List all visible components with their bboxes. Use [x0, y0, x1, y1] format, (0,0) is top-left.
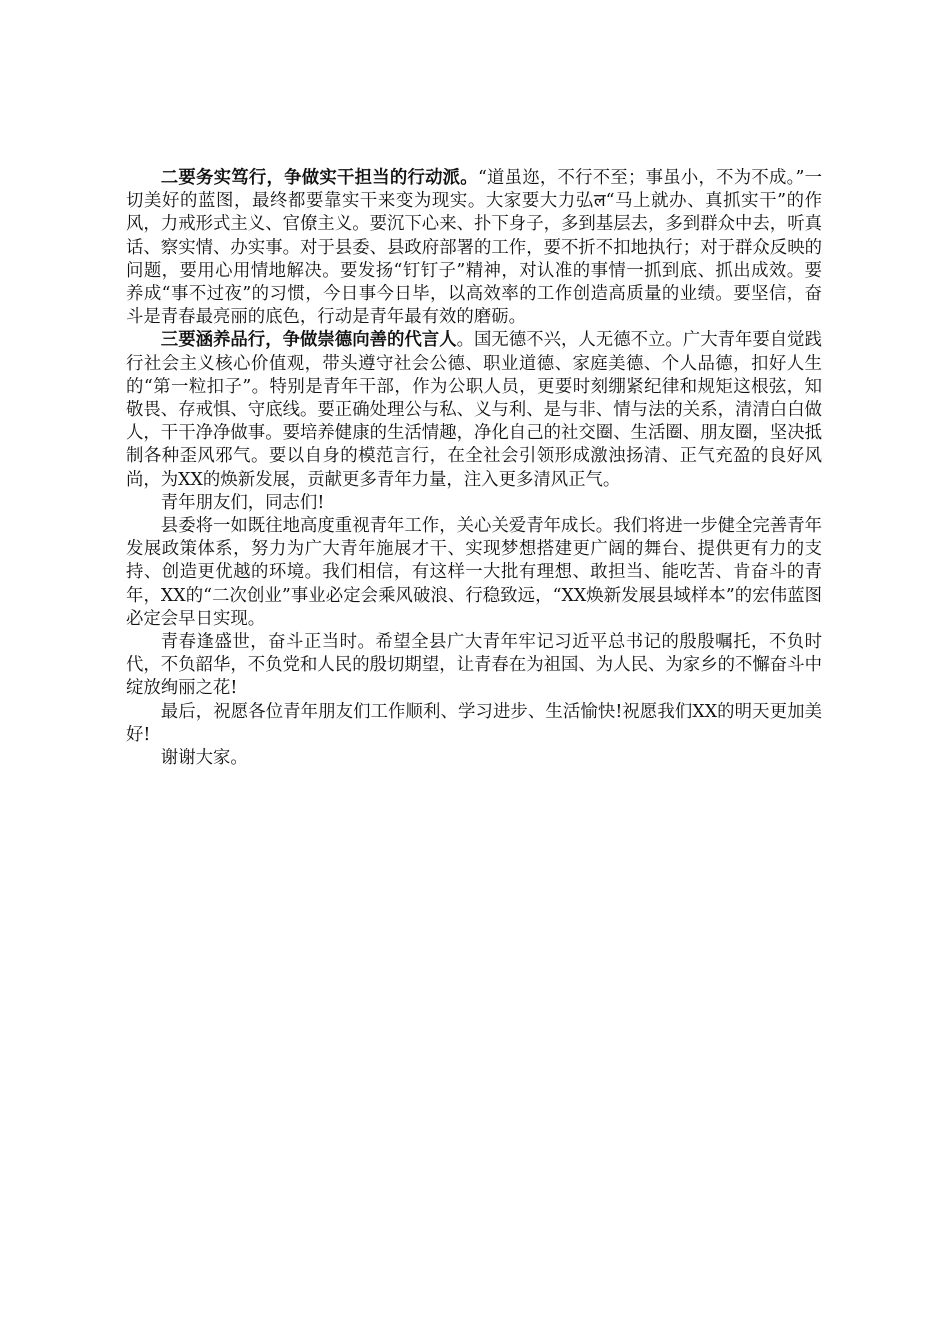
paragraph-heading: 二要务实笃行，争做实干担当的行动派。 [160, 168, 478, 188]
paragraph-text: “道虽迩，不行不至；事虽小，不为不成。”一切美好的蓝图，最终都要靠实干来变为现实。大家要大力弘ल“马上就办、真抓实干”的作风，力戒形式主义、官僚主义。要沉下心来、扑下身子，多到基层去，多到群众中去，听真话、察实情、办实事。对于县委、县政府部署的工作，要不折不扣地执行；对于群众反映的问题，要用心用情地解决。要发扬“钉钉子”精神，对认准的事情一抓到底、抓出成效。要养成“事不过夜”的习惯，今日事今日毕，以高效率的工作创造高质量的业绩。要坚信，奋斗是青春最亮丽的底色，行动是青年最有效的磨砺。 [126, 168, 822, 328]
paragraph-wishes [126, 701, 822, 747]
paragraph-text: 最后，祝愿各位青年朋友们工作顺利、学习进步、生活愉快!祝愿我们XX的明天更加美好! [126, 701, 822, 745]
paragraph-text: 。国无德不兴，人无德不立。广大青年要自觉践行社会主义核心价值观，带头遵守社会公德、职业道德、家庭美德、个人品德，扣好人生的“第一粒扣子”。特别是青年干部，作为公职人员，更要时刻绷紧纪律和规矩这根弦，知敬畏、存戒惧、守底线。要正确处理公与私、义与利、是与非、情与法的关系，清清白白做人，干干净净做事。要培养健康的生活情趣，净化自己的社交圈、生活圈、朋友圈，坚决抵制各种歪风邪气。要以自身的模范言行，在全社会引领形成激浊扬清、正气充盈的良好风尚，为XX的焕新发展，贡献更多青年力量，注入更多清风正气。 [126, 330, 822, 490]
paragraph-heading: 三要涵养品行，争做崇德向善的代言人 [160, 330, 457, 351]
paragraph-greeting [126, 492, 822, 515]
document-body [126, 167, 822, 770]
paragraph-text: 青年朋友们，同志们! [160, 492, 325, 513]
paragraph-hope [126, 631, 822, 701]
paragraph-text: 谢谢大家。 [160, 748, 248, 769]
paragraph-text: 县委将一如既往地高度重视青年工作，关心关爱青年成长。我们将进一步健全完善青年发展政策体系，努力为广大青年施展才干、实现梦想搭建更广阔的舞台、提供更有力的支持、创造更优越的环境。我们相信，有这样一大批有理想、敢担当、能吃苦、肯奋斗的青年，XX的“二次创业”事业必定会乘风破浪、行稳致远，“XX焕新发展县域样本”的宏伟蓝图必定会早日实现。 [126, 516, 822, 629]
paragraph-virtue [126, 329, 822, 491]
paragraph-text: 青春逢盛世，奋斗正当时。希望全县广大青年牢记习近平总书记的殷殷嘱托，不负时代，不负韶华，不负党和人民的殷切期望，让青春在为祖国、为人民、为家乡的不懈奋斗中绽放绚丽之花! [126, 632, 822, 699]
paragraph-commitment [126, 515, 822, 631]
paragraph-thanks [126, 747, 822, 770]
paragraph-action [126, 167, 822, 329]
